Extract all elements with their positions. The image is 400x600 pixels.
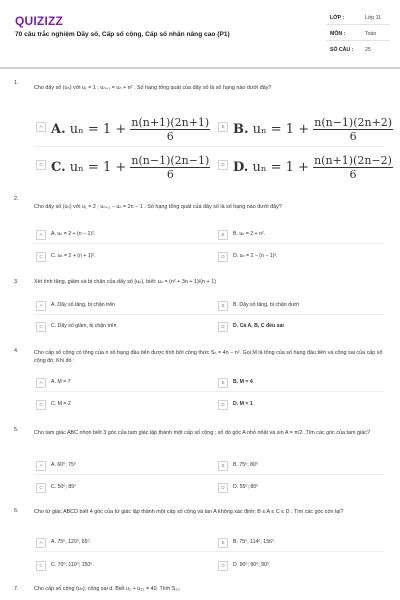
option-text: C. uₙ = 1 + $\frac{n(n-1)(2n-1)}{6}$ bbox=[51, 154, 210, 181]
option-b[interactable] bbox=[218, 230, 388, 244]
option-c[interactable] bbox=[36, 154, 210, 181]
option-text: A. 60⁰; 75⁰ bbox=[51, 462, 76, 468]
option-text: B. Dãy số tăng, bị chặn dưới bbox=[233, 302, 299, 308]
option-text: A. Dãy số tăng, bị chặn trên bbox=[51, 302, 116, 308]
option-letter-box: A bbox=[36, 461, 46, 471]
option-letter-box: D bbox=[218, 160, 228, 170]
row-divider bbox=[34, 146, 384, 147]
subject-row bbox=[330, 31, 377, 37]
option-letter-box: A bbox=[36, 122, 46, 132]
row-divider bbox=[34, 314, 384, 315]
option-letter-box: A bbox=[36, 378, 46, 388]
question-stem: Cho cấp số cộng (uₙ); công sai d. Biết u₂ + u₂₂ = 40. Tính S₂₃ bbox=[34, 586, 180, 592]
worksheet-title: 70 câu trắc nghiệm Dãy số, Cấp số cộng, Cấp số nhân nâng cao (P1) bbox=[15, 31, 230, 38]
question-stem: Cho cấp số cộng có tổng của n số hạng đầu tiên được tính bởi công thức Sₙ = 4n − n². Gọi M là tổng của số hạng đầu tiên và công sai của cấp số cộng đó. Khi đó : bbox=[34, 350, 383, 364]
option-text: C. M = 2 bbox=[51, 401, 71, 407]
subject-value: Toán bbox=[365, 31, 377, 37]
subject-label: MÔN : bbox=[330, 31, 346, 37]
option-letter-box: C bbox=[36, 252, 46, 262]
question-number: 3. bbox=[14, 279, 19, 285]
option-text: A. 75⁰, 120⁰, 65⁰. bbox=[51, 539, 91, 545]
option-text: D. 90⁰; 90⁰; 90⁰. bbox=[233, 562, 271, 568]
option-letter-box: B bbox=[218, 461, 228, 471]
option-d[interactable] bbox=[218, 154, 392, 181]
class-label: LỚP : bbox=[330, 15, 345, 21]
option-letter-box: D bbox=[218, 561, 228, 571]
option-c[interactable] bbox=[36, 483, 206, 497]
option-text: C. uₙ = 2 + (n + 1)². bbox=[51, 253, 96, 259]
option-letter-box: C bbox=[36, 322, 46, 332]
option-c[interactable] bbox=[36, 561, 206, 575]
option-d[interactable] bbox=[218, 322, 388, 336]
row-divider bbox=[34, 551, 384, 552]
option-text: B. 75⁰, 114⁰, 156⁰. bbox=[233, 539, 276, 545]
option-text: C. Dãy số giảm, bị chặn trên bbox=[51, 323, 117, 329]
option-c[interactable] bbox=[36, 400, 206, 414]
option-letter-box: C bbox=[36, 400, 46, 410]
option-letter-box: A bbox=[36, 538, 46, 548]
question-stem: Cho tam giác ABC nhọn biết 3 góc của tam giác lập thành một cấp số cộng ; số đo góc A nhỏ nhất và sin A = π/2 .Tìm các góc của tam giác? bbox=[34, 430, 370, 436]
option-c[interactable] bbox=[36, 252, 206, 266]
option-text: B. uₙ = 1 + $\frac{n(n-1)(2n+2)}{6}$ bbox=[233, 116, 393, 143]
quizizz-logo: QUIZIZZ bbox=[15, 14, 64, 28]
option-text: A. uₙ = 2 + (n − 1)². bbox=[51, 231, 96, 237]
option-text: B. M = 4 bbox=[233, 379, 253, 385]
row-divider bbox=[34, 391, 384, 392]
option-d[interactable] bbox=[218, 483, 388, 497]
option-d[interactable] bbox=[218, 400, 388, 414]
option-text: C. 70⁰; 110⁰; 150⁰. bbox=[51, 562, 94, 568]
worksheet-header bbox=[0, 0, 400, 66]
option-a[interactable] bbox=[36, 230, 206, 244]
option-b[interactable] bbox=[218, 378, 388, 392]
question-number: 6. bbox=[14, 508, 19, 514]
option-text: A. uₙ = 1 + $\frac{n(n+1)(2n+1)}{6}$ bbox=[51, 116, 210, 143]
header-separator bbox=[0, 67, 400, 69]
option-text: D. uₙ = 2 − (n − 1)². bbox=[233, 253, 278, 259]
question-number: 1. bbox=[14, 80, 19, 86]
question-stem: Xét tính tăng, giảm và bị chặn của dãy số (uₙ), biết: uₙ = (n² + 3n + 1)/(n + 1) bbox=[34, 279, 216, 285]
class-value: Lớp 11 bbox=[365, 15, 381, 21]
option-letter-box: C bbox=[36, 483, 46, 493]
question-number: 4. bbox=[14, 348, 19, 354]
option-letter-box: C bbox=[36, 561, 46, 571]
question-stem: Cho dãy số (uₙ) với u₁ = 2 ; uₙ₊₁ − uₙ = 2n − 1 . Số hạng tổng quát của dãy số là số hạng nào dưới đây? bbox=[34, 204, 282, 210]
row-divider bbox=[34, 474, 384, 475]
option-text: A. M = 7 bbox=[51, 379, 71, 385]
option-a[interactable] bbox=[36, 116, 210, 143]
count-label: SỐ CÂU : bbox=[330, 47, 354, 53]
class-row bbox=[330, 15, 381, 21]
question-number: 5. bbox=[14, 427, 19, 433]
option-d[interactable] bbox=[218, 252, 388, 266]
option-letter-box: B bbox=[218, 301, 228, 311]
option-letter-box: B bbox=[218, 378, 228, 388]
option-text: B. 75⁰; 80⁰ bbox=[233, 462, 258, 468]
option-c[interactable] bbox=[36, 322, 206, 336]
option-letter-box: A bbox=[36, 230, 46, 240]
option-text: C. 50⁰; 85⁰ bbox=[51, 484, 77, 490]
option-b[interactable] bbox=[218, 301, 388, 315]
count-value: 25 bbox=[365, 47, 371, 53]
option-letter-box: B bbox=[218, 122, 228, 132]
option-b[interactable] bbox=[218, 538, 388, 552]
option-letter-box: D bbox=[218, 252, 228, 262]
option-text: B. uₙ = 2 + n². bbox=[233, 231, 266, 237]
question-number: 2. bbox=[14, 196, 19, 202]
row-divider bbox=[34, 243, 384, 244]
meta-divider bbox=[326, 40, 390, 41]
option-letter-box: A bbox=[36, 301, 46, 311]
option-b[interactable] bbox=[218, 461, 388, 475]
option-letter-box: D bbox=[218, 322, 228, 332]
meta-divider bbox=[326, 24, 390, 25]
option-text: D. 55⁰; 80⁰ bbox=[233, 484, 259, 490]
option-a[interactable] bbox=[36, 301, 206, 315]
question-number: 7. bbox=[14, 586, 19, 592]
option-a[interactable] bbox=[36, 461, 206, 475]
count-row bbox=[330, 47, 371, 53]
option-text: D. uₙ = 1 + $\frac{n(n+1)(2n-2)}{6}$ bbox=[233, 154, 392, 181]
option-a[interactable] bbox=[36, 378, 206, 392]
option-letter-box: D bbox=[218, 483, 228, 493]
question-stem: Cho dãy số (uₙ) với u₁ = 1 ; uₙ₊₁ = uₙ + n² . Số hạng tổng quát của dãy số là số hạng nào dưới đây? bbox=[34, 85, 272, 91]
option-letter-box: B bbox=[218, 538, 228, 548]
option-a[interactable] bbox=[36, 538, 206, 552]
option-letter-box: B bbox=[218, 230, 228, 240]
option-letter-box: D bbox=[218, 400, 228, 410]
option-letter-box: C bbox=[36, 160, 46, 170]
option-b[interactable] bbox=[218, 116, 393, 143]
option-d[interactable] bbox=[218, 561, 388, 575]
option-text: D. Cả A, B, C đều sai bbox=[233, 323, 284, 329]
question-stem: Cho tứ giác ABCD biết 4 góc của tứ giác lập thành một cấp số cộng và tan A không xác định; B ≤ A ≤ C ≤ D . Tìm các góc còn lại? bbox=[34, 509, 344, 515]
option-text: D. M = 1 bbox=[233, 401, 253, 407]
